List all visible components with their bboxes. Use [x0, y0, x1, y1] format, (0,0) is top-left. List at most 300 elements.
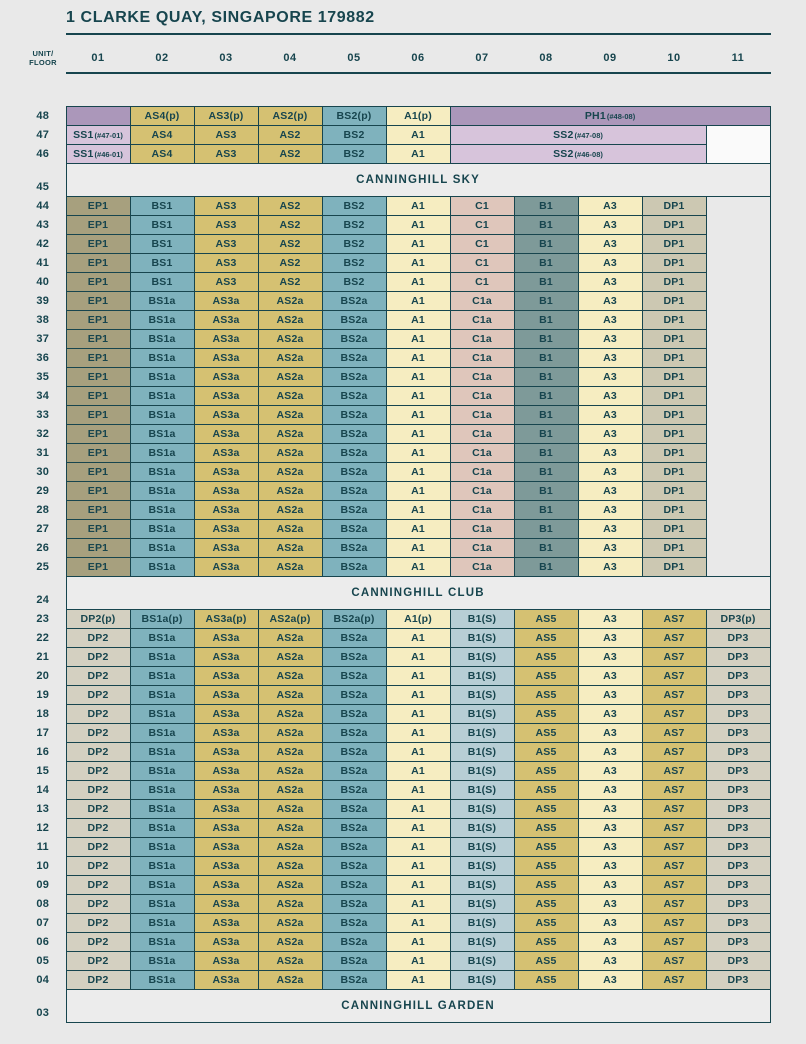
unit-cell-DP2 [66, 667, 130, 686]
unit-type-label: B1 [539, 466, 553, 478]
floor-number-31: 31 [36, 447, 50, 459]
unit-cell-DP1 [642, 311, 706, 330]
unit-type-label: AS3 [215, 219, 237, 231]
column-header-07: 07 [475, 52, 489, 65]
unit-cell-BS2a [322, 648, 386, 667]
unit-cell-A1 [386, 145, 450, 164]
unit-cell-BS2 [322, 273, 386, 292]
unit-type-label: DP3 [727, 898, 749, 910]
unit-type-label: AS3 [215, 257, 237, 269]
unit-cell-AS5 [514, 800, 578, 819]
unit-cell-A3 [578, 971, 642, 990]
unit-cell-AS5 [514, 629, 578, 648]
unit-cell-DP1 [642, 235, 706, 254]
unit-type-label: AS5 [535, 727, 557, 739]
unit-type-label: AS5 [535, 765, 557, 777]
floor-row-46 [20, 145, 770, 164]
unit-cell-B1 [514, 539, 578, 558]
floor-number-04: 04 [36, 974, 50, 986]
unit-type-label: AS4 [151, 148, 173, 160]
floor-number-03: 03 [36, 1006, 50, 1019]
unit-cell-B1 [514, 387, 578, 406]
unit-cell-AS3a [194, 781, 258, 800]
floor-row-34 [20, 387, 770, 406]
unit-type-label: A1 [411, 371, 425, 383]
unit-type-label: DP2 [87, 803, 109, 815]
unit-type-label: BS1a [148, 803, 176, 815]
unit-cell-DP2 [66, 762, 130, 781]
unit-cell-DP3 [706, 933, 770, 952]
unit-type-label: EP1 [87, 542, 109, 554]
unit-cell-C1 [450, 197, 514, 216]
unit-type-label: SS2 [553, 148, 574, 160]
unit-cell-DP3 [706, 629, 770, 648]
unit-cell-BS2a [322, 952, 386, 971]
unit-cell-EP1 [66, 463, 130, 482]
unit-type-label: A3 [603, 879, 617, 891]
unit-type-label: AS2a [276, 898, 304, 910]
unit-cell-B1 [514, 558, 578, 577]
unit-type-label: A3 [603, 219, 617, 231]
unit-type-label: A1 [411, 523, 425, 535]
floor-row-08 [20, 895, 770, 914]
unit-type-label: DP1 [663, 561, 685, 573]
unit-cell-SS1 [66, 145, 130, 164]
unit-cell-BS1a [130, 705, 194, 724]
unit-cell-EP1 [66, 311, 130, 330]
unit-cell-BS1a [130, 686, 194, 705]
unit-cell-A3 [578, 819, 642, 838]
unit-cell-B1S [450, 819, 514, 838]
unit-cell-BS2a [322, 876, 386, 895]
unit-cell-DP3 [706, 667, 770, 686]
unit-cell-BS1a [130, 857, 194, 876]
unit-cell-SS1 [66, 126, 130, 145]
unit-type-label: AS2 [279, 238, 301, 250]
unit-type-label: BS2 [343, 238, 365, 250]
unit-type-label: AS3a [212, 485, 240, 497]
unit-type-label: DP2 [87, 860, 109, 872]
unit-cell-DP2 [66, 971, 130, 990]
unit-type-label: BS1a [148, 708, 176, 720]
unit-cell-SS2 [450, 145, 706, 164]
unit-cell-BS1a [130, 914, 194, 933]
unit-type-label: A3 [603, 428, 617, 440]
unit-type-label: BS2 [343, 129, 365, 141]
unit-cell-B1S [450, 762, 514, 781]
unit-cell-A1 [386, 800, 450, 819]
unit-type-label: AS3 [215, 276, 237, 288]
unit-cell-DP3 [706, 800, 770, 819]
unit-type-label: BS1a [148, 841, 176, 853]
unit-cell-AS3 [194, 273, 258, 292]
unit-type-label: BS2a [340, 561, 368, 573]
unit-cell-AS2a [258, 463, 322, 482]
unit-type-label: AS5 [535, 822, 557, 834]
unit-cell-A3 [578, 425, 642, 444]
empty-cell [706, 292, 770, 311]
unit-cell-A1 [386, 857, 450, 876]
unit-type-label: C1a [472, 428, 492, 440]
unit-cell-AS3a [194, 501, 258, 520]
unit-cell-A3 [578, 216, 642, 235]
floor-row-23 [20, 610, 770, 629]
unit-cell-BS1 [130, 254, 194, 273]
unit-type-label: AS2a [276, 765, 304, 777]
floor-row-36 [20, 349, 770, 368]
unit-cell-EP1 [66, 501, 130, 520]
unit-type-label: AS3a [212, 651, 240, 663]
unit-cell-AS5 [514, 705, 578, 724]
unit-cell-A3 [578, 330, 642, 349]
unit-type-label: AS2a [276, 371, 304, 383]
unit-cell-BS2a [322, 311, 386, 330]
unit-type-label: PH1 [584, 110, 606, 122]
unit-type-label: AS3a [212, 822, 240, 834]
floor-number-45: 45 [36, 180, 50, 193]
unit-type-label: DP2 [87, 784, 109, 796]
unit-type-label: C1a [472, 314, 492, 326]
floor-row-37 [20, 330, 770, 349]
unit-type-label: B1(S) [467, 708, 497, 720]
unit-cell-AS7 [642, 857, 706, 876]
unit-cell-DP1 [642, 482, 706, 501]
unit-cell-EP1 [66, 368, 130, 387]
unit-type-label: AS2 [279, 148, 301, 160]
unit-cell-AS3a [194, 819, 258, 838]
unit-cell-BS2 [322, 145, 386, 164]
floor-number-18: 18 [36, 708, 50, 720]
unit-type-label: EP1 [87, 485, 109, 497]
unit-cell-BS1a [130, 838, 194, 857]
unit-type-label: BS1a [148, 822, 176, 834]
unit-type-label: AS3 [215, 238, 237, 250]
unit-cell-BS1a [130, 762, 194, 781]
floor-number-17: 17 [36, 727, 50, 739]
unit-type-label: AS2a [276, 428, 304, 440]
unit-type-label: AS5 [535, 860, 557, 872]
unit-cell-BS1a [130, 482, 194, 501]
unit-type-label: DP3(p) [720, 613, 756, 625]
unit-cell-B1S [450, 724, 514, 743]
unit-cell-A1 [386, 705, 450, 724]
unit-cell-A1 [386, 724, 450, 743]
unit-cell-C1a [450, 311, 514, 330]
unit-cell-AS2a [258, 387, 322, 406]
unit-type-label: AS3(p) [208, 110, 244, 122]
unit-type-label: B1(S) [467, 917, 497, 929]
unit-cell-A1 [386, 501, 450, 520]
unit-cell-A3 [578, 235, 642, 254]
unit-type-label: DP2 [87, 955, 109, 967]
unit-type-label: A1 [411, 148, 425, 160]
floor-number-46: 46 [36, 148, 50, 160]
unit-cell-BS2a [322, 743, 386, 762]
unit-type-label: B1 [539, 447, 553, 459]
floor-number-27: 27 [36, 523, 50, 535]
unit-type-label: BS2a [340, 822, 368, 834]
unit-cell-AS7 [642, 838, 706, 857]
floor-row-19 [20, 686, 770, 705]
unit-cell-A1 [386, 914, 450, 933]
unit-type-label: AS3 [215, 129, 237, 141]
unit-cell-AS7 [642, 800, 706, 819]
unit-cell-AS2a [258, 482, 322, 501]
unit-cell-BS2a [322, 349, 386, 368]
floor-row-44 [20, 197, 770, 216]
unit-type-label: A1 [411, 955, 425, 967]
unit-type-label: DP1 [663, 333, 685, 345]
unit-cell-BS2a [322, 330, 386, 349]
unit-type-label: AS2a [276, 466, 304, 478]
unit-type-label: A1 [411, 200, 425, 212]
unit-cell-AS7 [642, 895, 706, 914]
unit-type-label: DP1 [663, 466, 685, 478]
unit-type-label: AS2a [276, 542, 304, 554]
floor-number-08: 08 [36, 898, 50, 910]
unit-type-label: BS2 [343, 257, 365, 269]
unit-type-label: AS7 [663, 670, 685, 682]
unit-cell-A3 [578, 444, 642, 463]
unit-cell-B1S [450, 610, 514, 629]
unit-type-label: AS2a [276, 390, 304, 402]
unit-cell-AS2 [258, 216, 322, 235]
unit-type-label: DP1 [663, 485, 685, 497]
unit-type-label: EP1 [87, 314, 109, 326]
unit-type-label: BS1a [148, 428, 176, 440]
unit-type-label: AS2a(p) [269, 613, 311, 625]
unit-cell-DP1 [642, 501, 706, 520]
unit-type-label: AS5 [535, 784, 557, 796]
floor-number-12: 12 [36, 822, 50, 834]
floor-row-25 [20, 558, 770, 577]
unit-type-label: DP2 [87, 898, 109, 910]
unit-cell-DP2 [66, 876, 130, 895]
unit-type-label: AS5 [535, 613, 557, 625]
unit-cell-B1S [450, 648, 514, 667]
unit-cell-A1 [386, 520, 450, 539]
unit-cell-AS5 [514, 743, 578, 762]
unit-cell-A1 [386, 648, 450, 667]
unit-cell-C1a [450, 463, 514, 482]
unit-type-label: AS5 [535, 670, 557, 682]
unit-cell-EP1 [66, 349, 130, 368]
unit-cell-DP1 [642, 539, 706, 558]
unit-cell-AS2a [258, 952, 322, 971]
floor-row-17 [20, 724, 770, 743]
unit-cell-BS2 [322, 254, 386, 273]
unit-cell-DP2 [66, 705, 130, 724]
unit-cell-B1 [514, 235, 578, 254]
unit-cell-AS3ap [194, 610, 258, 629]
unit-type-label: AS7 [663, 651, 685, 663]
unit-type-label: AS2a [276, 689, 304, 701]
unit-cell-BS2a [322, 724, 386, 743]
floor-number-38: 38 [36, 314, 50, 326]
unit-type-label: A3 [603, 200, 617, 212]
unit-cell-A3 [578, 368, 642, 387]
unit-type-label: AS2a [276, 670, 304, 682]
unit-cell-AS3 [194, 216, 258, 235]
unit-type-label: SS1 [73, 148, 94, 160]
unit-type-label: DP2 [87, 746, 109, 758]
unit-number-label: (#48-08) [606, 112, 636, 121]
unit-cell-AS3a [194, 743, 258, 762]
unit-type-label: BS1a [148, 670, 176, 682]
unit-cell-DP3 [706, 876, 770, 895]
unit-cell-DP3 [706, 971, 770, 990]
unit-type-label: B1(S) [467, 746, 497, 758]
unit-cell-BS2a [322, 762, 386, 781]
unit-cell-AS2 [258, 126, 322, 145]
unit-type-label: A3 [603, 276, 617, 288]
unit-floor-label [20, 49, 66, 68]
unit-cell-BS2a [322, 781, 386, 800]
unit-cell-AS3a [194, 292, 258, 311]
unit-type-label: AS5 [535, 651, 557, 663]
floor-label-line: FLOOR [29, 58, 57, 68]
unit-type-label: A3 [603, 689, 617, 701]
unit-type-label: SS1 [73, 129, 94, 141]
unit-cell-AS5 [514, 857, 578, 876]
unit-cell-DP3 [706, 781, 770, 800]
unit-type-label: A1 [411, 333, 425, 345]
unit-type-label: BS1a [148, 860, 176, 872]
unit-cell-A1 [386, 273, 450, 292]
unit-type-label: AS3a [212, 371, 240, 383]
unit-type-label: AS7 [663, 689, 685, 701]
unit-cell-A1 [386, 667, 450, 686]
unit-type-label: EP1 [87, 276, 109, 288]
unit-type-label: BS2a [340, 542, 368, 554]
unit-cell-A1 [386, 349, 450, 368]
unit-type-label: B1 [539, 352, 553, 364]
unit-type-label: A3 [603, 409, 617, 421]
floor-number-34: 34 [36, 390, 50, 402]
unit-cell-AS5 [514, 876, 578, 895]
unit-cell-EP1 [66, 254, 130, 273]
unit-cell-AS2a [258, 539, 322, 558]
floor-number-36: 36 [36, 352, 50, 364]
unit-type-label: C1a [472, 466, 492, 478]
unit-type-label: AS2 [279, 257, 301, 269]
unit-cell-AS7 [642, 781, 706, 800]
unit-cell-B1 [514, 368, 578, 387]
column-header-08: 08 [539, 52, 553, 65]
unit-type-label: EP1 [87, 333, 109, 345]
unit-cell-EP1 [66, 273, 130, 292]
unit-type-label: A3 [603, 632, 617, 644]
unit-type-label: DP2 [87, 765, 109, 777]
unit-cell-DP2 [66, 914, 130, 933]
unit-cell-C1 [450, 254, 514, 273]
unit-type-label: B1 [539, 200, 553, 212]
unit-cell-B1S [450, 629, 514, 648]
unit-type-label: B1(S) [467, 879, 497, 891]
unit-type-label: DP3 [727, 841, 749, 853]
unit-type-label: A1 [411, 765, 425, 777]
unit-cell-B1S [450, 933, 514, 952]
unit-type-label: A1 [411, 689, 425, 701]
unit-cell-BS1a [130, 743, 194, 762]
unit-cell-AS2a [258, 895, 322, 914]
unit-type-label: BS1a [148, 784, 176, 796]
empty-cell [706, 197, 770, 216]
unit-cell-AS4 [130, 145, 194, 164]
unit-type-label: A1 [411, 898, 425, 910]
unit-type-label: AS2a [276, 784, 304, 796]
unit-type-label: AS3a [212, 860, 240, 872]
unit-type-label: C1 [475, 257, 489, 269]
unit-cell-SS2 [450, 126, 706, 145]
unit-cell-AS3a [194, 667, 258, 686]
unit-type-label: AS2 [279, 276, 301, 288]
unit-type-label: AS3a [212, 803, 240, 815]
unit-cell-AS3a [194, 558, 258, 577]
unit-cell-A1 [386, 197, 450, 216]
unit-type-label: DP1 [663, 409, 685, 421]
unit-cell-A1 [386, 368, 450, 387]
unit-type-label: DP1 [663, 504, 685, 516]
unit-cell-DP2 [66, 952, 130, 971]
floor-row-13 [20, 800, 770, 819]
unit-type-label: A1 [411, 879, 425, 891]
unit-cell-B1S [450, 800, 514, 819]
unit-cell-AS7 [642, 705, 706, 724]
unit-type-label: DP2 [87, 936, 109, 948]
unit-cell-BS2a [322, 520, 386, 539]
unit-type-label: AS2 [279, 200, 301, 212]
unit-type-label: A3 [603, 784, 617, 796]
unit-type-label: AS7 [663, 765, 685, 777]
unit-cell-BS2p [322, 107, 386, 126]
unit-cell-BS1a [130, 781, 194, 800]
unit-type-label: AS3a [212, 784, 240, 796]
unit-cell-BS2a [322, 686, 386, 705]
floor-row-03 [20, 990, 770, 1023]
unit-type-label: AS7 [663, 955, 685, 967]
unit-type-label: EP1 [87, 238, 109, 250]
unit-type-label: A1 [411, 670, 425, 682]
unit-type-label: AS4(p) [144, 110, 180, 122]
floor-row-47 [20, 126, 770, 145]
unit-type-label: AS3a [212, 670, 240, 682]
unit-cell-AS2a [258, 914, 322, 933]
unit-type-label: BS2a [340, 447, 368, 459]
unit-cell-A3 [578, 724, 642, 743]
unit-cell-BS1a [130, 952, 194, 971]
floor-number-23: 23 [36, 613, 50, 625]
unit-cell-DP1 [642, 520, 706, 539]
unit-type-label: A3 [603, 651, 617, 663]
stacking-table [20, 106, 771, 1023]
unit-type-label: DP2 [87, 727, 109, 739]
unit-type-label: BS1a [148, 765, 176, 777]
unit-type-label: BS2a(p) [333, 613, 375, 625]
unit-cell-AS2 [258, 145, 322, 164]
unit-cell-BS2 [322, 197, 386, 216]
unit-cell-EP1 [66, 197, 130, 216]
unit-cell-AS2a [258, 520, 322, 539]
unit-type-label: DP2 [87, 841, 109, 853]
empty-cell [706, 425, 770, 444]
unit-type-label: AS2a [276, 485, 304, 497]
unit-cell-DP2 [66, 629, 130, 648]
unit-type-label: AS3a [212, 504, 240, 516]
unit-cell-AS2a [258, 762, 322, 781]
floor-number-19: 19 [36, 689, 50, 701]
unit-cell-C1 [450, 216, 514, 235]
